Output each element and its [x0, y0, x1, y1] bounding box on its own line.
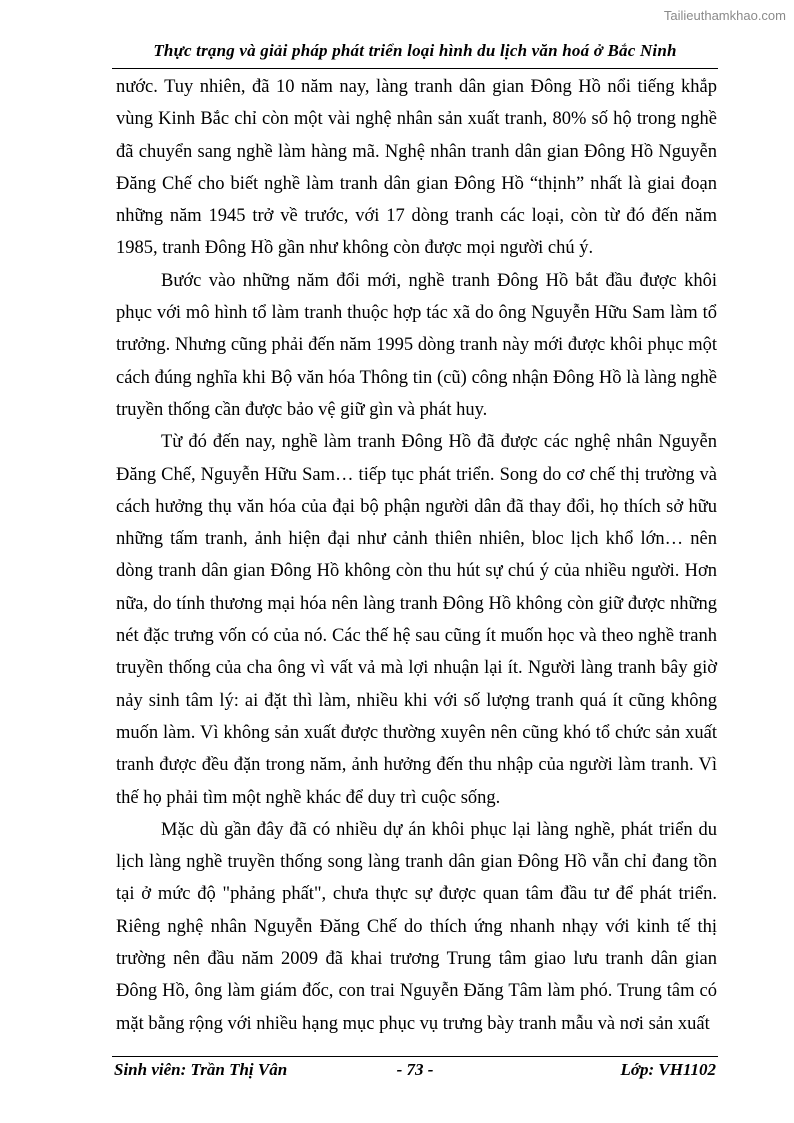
running-header: Thực trạng và giải pháp phát triển loại hình du lịch văn hoá ở Bắc Ninh: [153, 41, 677, 60]
footer-divider: [112, 1056, 718, 1057]
body-text: [116, 71, 717, 1040]
paragraph-2: Bước vào những năm đổi mới, nghề tranh Đông Hồ bắt đầu được khôi phục với mô hình tổ làm tranh thuộc hợp tác xã do ông Nguyễn Hữu Sam làm tổ trưởng. Nhưng cũng phải đến năm 1995 dòng tranh này mới được khôi phục một cách đúng nghĩa khi Bộ văn hóa Thông tin (cũ) công nhận Đông Hồ là làng nghề truyền thống cần được bảo vệ giữ gìn và phát huy.: [116, 270, 717, 420]
page-footer: [114, 1060, 716, 1084]
paragraph-1: nước. Tuy nhiên, đã 10 năm nay, làng tranh dân gian Đông Hồ nổi tiếng khắp vùng Kinh Bắc chỉ còn một vài nghệ nhân sản xuất tranh, 80% số hộ trong nghề đã chuyển sang nghề làm hàng mã. Nghệ nhân tranh dân gian Đông Hồ Nguyễn Đăng Chế cho biết nghề làm tranh dân gian Đông Hồ “thịnh” nhất là giai đoạn những năm 1945 trở về trước, với 17 dòng tranh các loại, còn từ đó đến năm 1985, tranh Đông Hồ gần như không còn được mọi người chú ý.: [116, 77, 717, 259]
paragraph-3: Từ đó đến nay, nghề làm tranh Đông Hồ đã được các nghệ nhân Nguyễn Đăng Chế, Nguyễn Hữu Sam… tiếp tục phát triển. Song do cơ chế thị trường và cách hưởng thụ văn hóa của đại bộ phận người dân đã thay đổi, họ thích sở hữu những tấm tranh, ảnh hiện đại như cảnh thiên nhiên, bloc lịch khổ lớn… nên dòng tranh dân gian Đông Hồ không còn thu hút sự chú ý của nhiều người. Hơn nữa, do tính thương mại hóa nên làng tranh Đông Hồ không còn giữ được những nét đặc trưng vốn có của nó. Các thế hệ sau cũng ít muốn học và theo nghề tranh truyền thống của cha ông vì vất vả mà lợi nhuận lại ít. Người làng tranh bây giờ nảy sinh tâm lý: ai đặt thì làm, nhiều khi với số lượng tranh quá ít cũng không muốn làm. Vì không sản xuất được thường xuyên nên cũng khó tổ chức sản xuất tranh được đều đặn trong năm, ảnh hưởng đến thu nhập của người làm tranh. Vì thế họ phải tìm một nghề khác để duy trì cuộc sống.: [116, 432, 717, 808]
header-divider: [112, 68, 718, 69]
paragraph-4: Mặc dù gần đây đã có nhiều dự án khôi phục lại làng nghề, phát triển du lịch làng nghề truyền thống song làng tranh dân gian Đông Hồ vẫn chỉ đang tồn tại ở mức độ "phảng phất", chưa thực sự được quan tâm đầu tư để phát triển. Riêng nghệ nhân Nguyễn Đăng Chế do thích ứng nhanh nhạy với kinh tế thị trường nên đầu năm 2009 đã khai trương Trung tâm giao lưu tranh dân gian Đông Hồ, ông làm giám đốc, con trai Nguyễn Đăng Tâm làm phó. Trung tâm có mặt bằng rộng với nhiều hạng mục phục vụ trưng bày tranh mẫu và nơi sản xuất: [116, 819, 717, 1034]
watermark: Tailieuthamkhao.com: [663, 8, 786, 23]
footer-class: Lớp: VH1102: [620, 1060, 716, 1079]
page-number: - 73 -: [396, 1060, 434, 1079]
footer-student-name: Sinh viên: Trần Thị Vân: [114, 1060, 288, 1079]
